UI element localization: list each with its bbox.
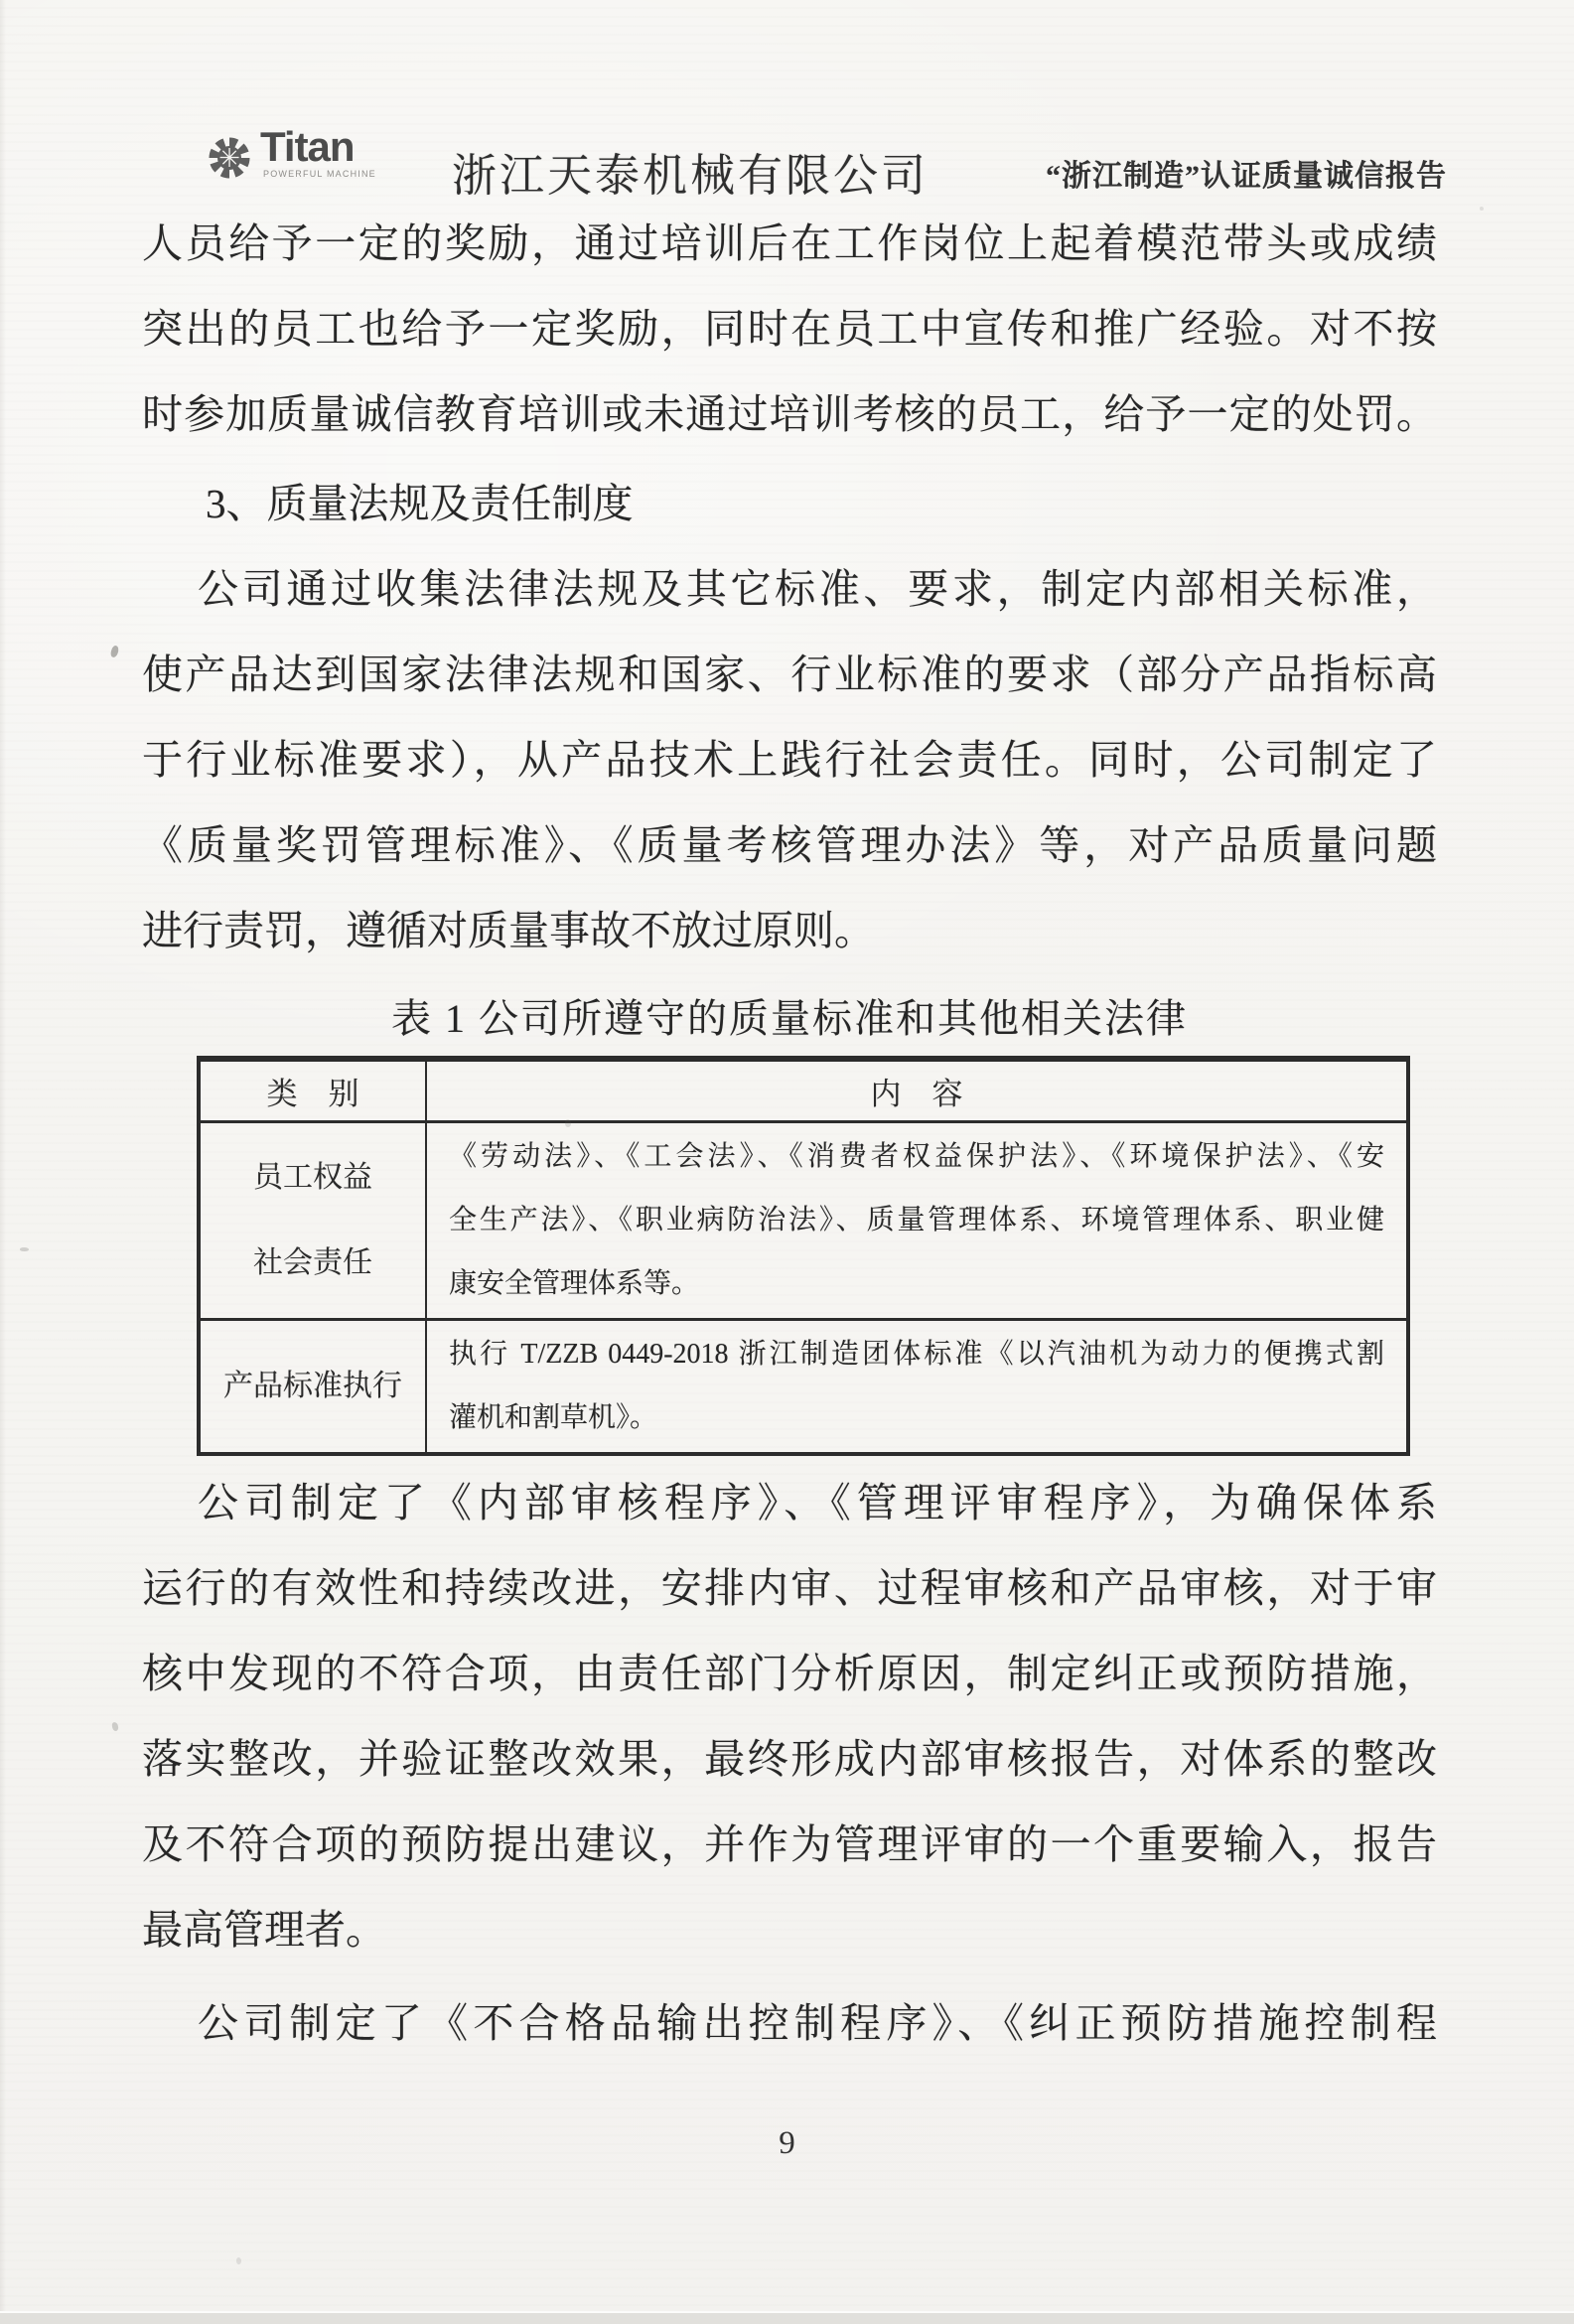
text-line: 使产品达到国家法律法规和国家、行业标准的要求（部分产品指标高 <box>142 652 1437 697</box>
text-line: 《质量奖罚管理标准》、《质量考核管理办法》等，对产品质量问题 <box>142 822 1437 868</box>
text-line: 3、质量法规及责任制度 <box>206 481 634 526</box>
table-cell-category <box>201 1321 427 1452</box>
text-line: 康安全管理体系等。 <box>449 1268 700 1299</box>
text-line: 核中发现的不符合项，由责任部门分析原因，制定纠正或预防措施， <box>142 1651 1437 1696</box>
page-number: 9 <box>779 2125 795 2161</box>
scan-speck <box>1480 207 1484 211</box>
text-line: 《劳动法》、《工会法》、《消费者权益保护法》、《环境保护法》、《安 <box>449 1141 1384 1172</box>
text-line: 执行 T/ZZB 0449-2018 浙江制造团体标准《以汽油机为动力的便携式割 <box>449 1339 1384 1370</box>
scan-speck <box>109 645 119 658</box>
category-line: 员工权益 <box>253 1161 372 1194</box>
scan-speck <box>111 1721 119 1731</box>
scan-edge-left <box>0 0 6 2324</box>
scan-edge-bottom <box>0 2311 1574 2324</box>
text-line: 全生产法》、《职业病防治法》、质量管理体系、环境管理体系、职业健 <box>449 1205 1384 1235</box>
standards-table <box>197 1056 1410 1456</box>
text-line: 运行的有效性和持续改进，安排内审、过程审核和产品审核，对于审 <box>142 1565 1437 1611</box>
text-line: 及不符合项的预防提出建议，并作为管理评审的一个重要输入，报告 <box>142 1821 1437 1867</box>
scan-speck <box>236 2257 241 2264</box>
text-line: 人员给予一定的奖励，通过培训后在工作岗位上起着模范带头或成绩 <box>142 220 1437 266</box>
text-line: 公司制定了《不合格品输出控制程序》、《纠正预防措施控制程 <box>198 2000 1437 2046</box>
scan-speck <box>20 1247 29 1251</box>
titan-logo <box>207 125 465 205</box>
table-cell-content <box>427 1321 1406 1452</box>
gear-icon <box>207 131 252 188</box>
section-heading <box>142 461 1437 546</box>
brand-tagline: POWERFUL MACHINE <box>263 169 376 179</box>
table-cell-content <box>427 1123 1406 1321</box>
table-caption: 表 1 公司所遵守的质量标准和其他相关法律 <box>391 996 1188 1041</box>
table-header-category: 类 别 <box>201 1062 427 1123</box>
table-header-content: 内 容 <box>427 1062 1406 1123</box>
text-line: 进行责罚，遵循对质量事故不放过原则。 <box>142 908 875 953</box>
text-line: 时参加质量诚信教育培训或未通过培训考核的员工，给予一定的处罚。 <box>142 391 1437 437</box>
text-line: 落实整改，并验证整改效果，最终形成内部审核报告，对体系的整改 <box>142 1736 1437 1782</box>
text-line: 灌机和割草机》。 <box>449 1402 658 1433</box>
text-line: 突出的员工也给予一定奖励，同时在员工中宣传和推广经验。对不按 <box>142 306 1437 352</box>
table-cell-category <box>201 1123 427 1321</box>
category-line: 社会责任 <box>253 1246 372 1279</box>
svg-text:✳: ✳ <box>218 144 240 174</box>
company-name: 浙江天泰机械有限公司 <box>452 151 930 201</box>
report-title: “浙江制造”认证质量诚信报告 <box>1046 160 1447 193</box>
text-line: 公司通过收集法律法规及其它标准、要求，制定内部相关标准， <box>198 566 1437 612</box>
text-line: 公司制定了《内部审核程序》、《管理评审程序》，为确保体系 <box>198 1480 1437 1525</box>
paragraph <box>142 1980 1437 2066</box>
category-line: 产品标准执行 <box>223 1370 402 1402</box>
text-line: 最高管理者。 <box>142 1907 386 1953</box>
paragraph <box>142 546 1437 973</box>
text-line: 于行业标准要求），从产品技术上践行社会责任。同时，公司制定了 <box>142 737 1437 783</box>
paragraph <box>142 201 1437 457</box>
scan-speck <box>565 1119 571 1127</box>
paragraph <box>142 1460 1437 1972</box>
brand-name: Titan <box>260 123 355 170</box>
